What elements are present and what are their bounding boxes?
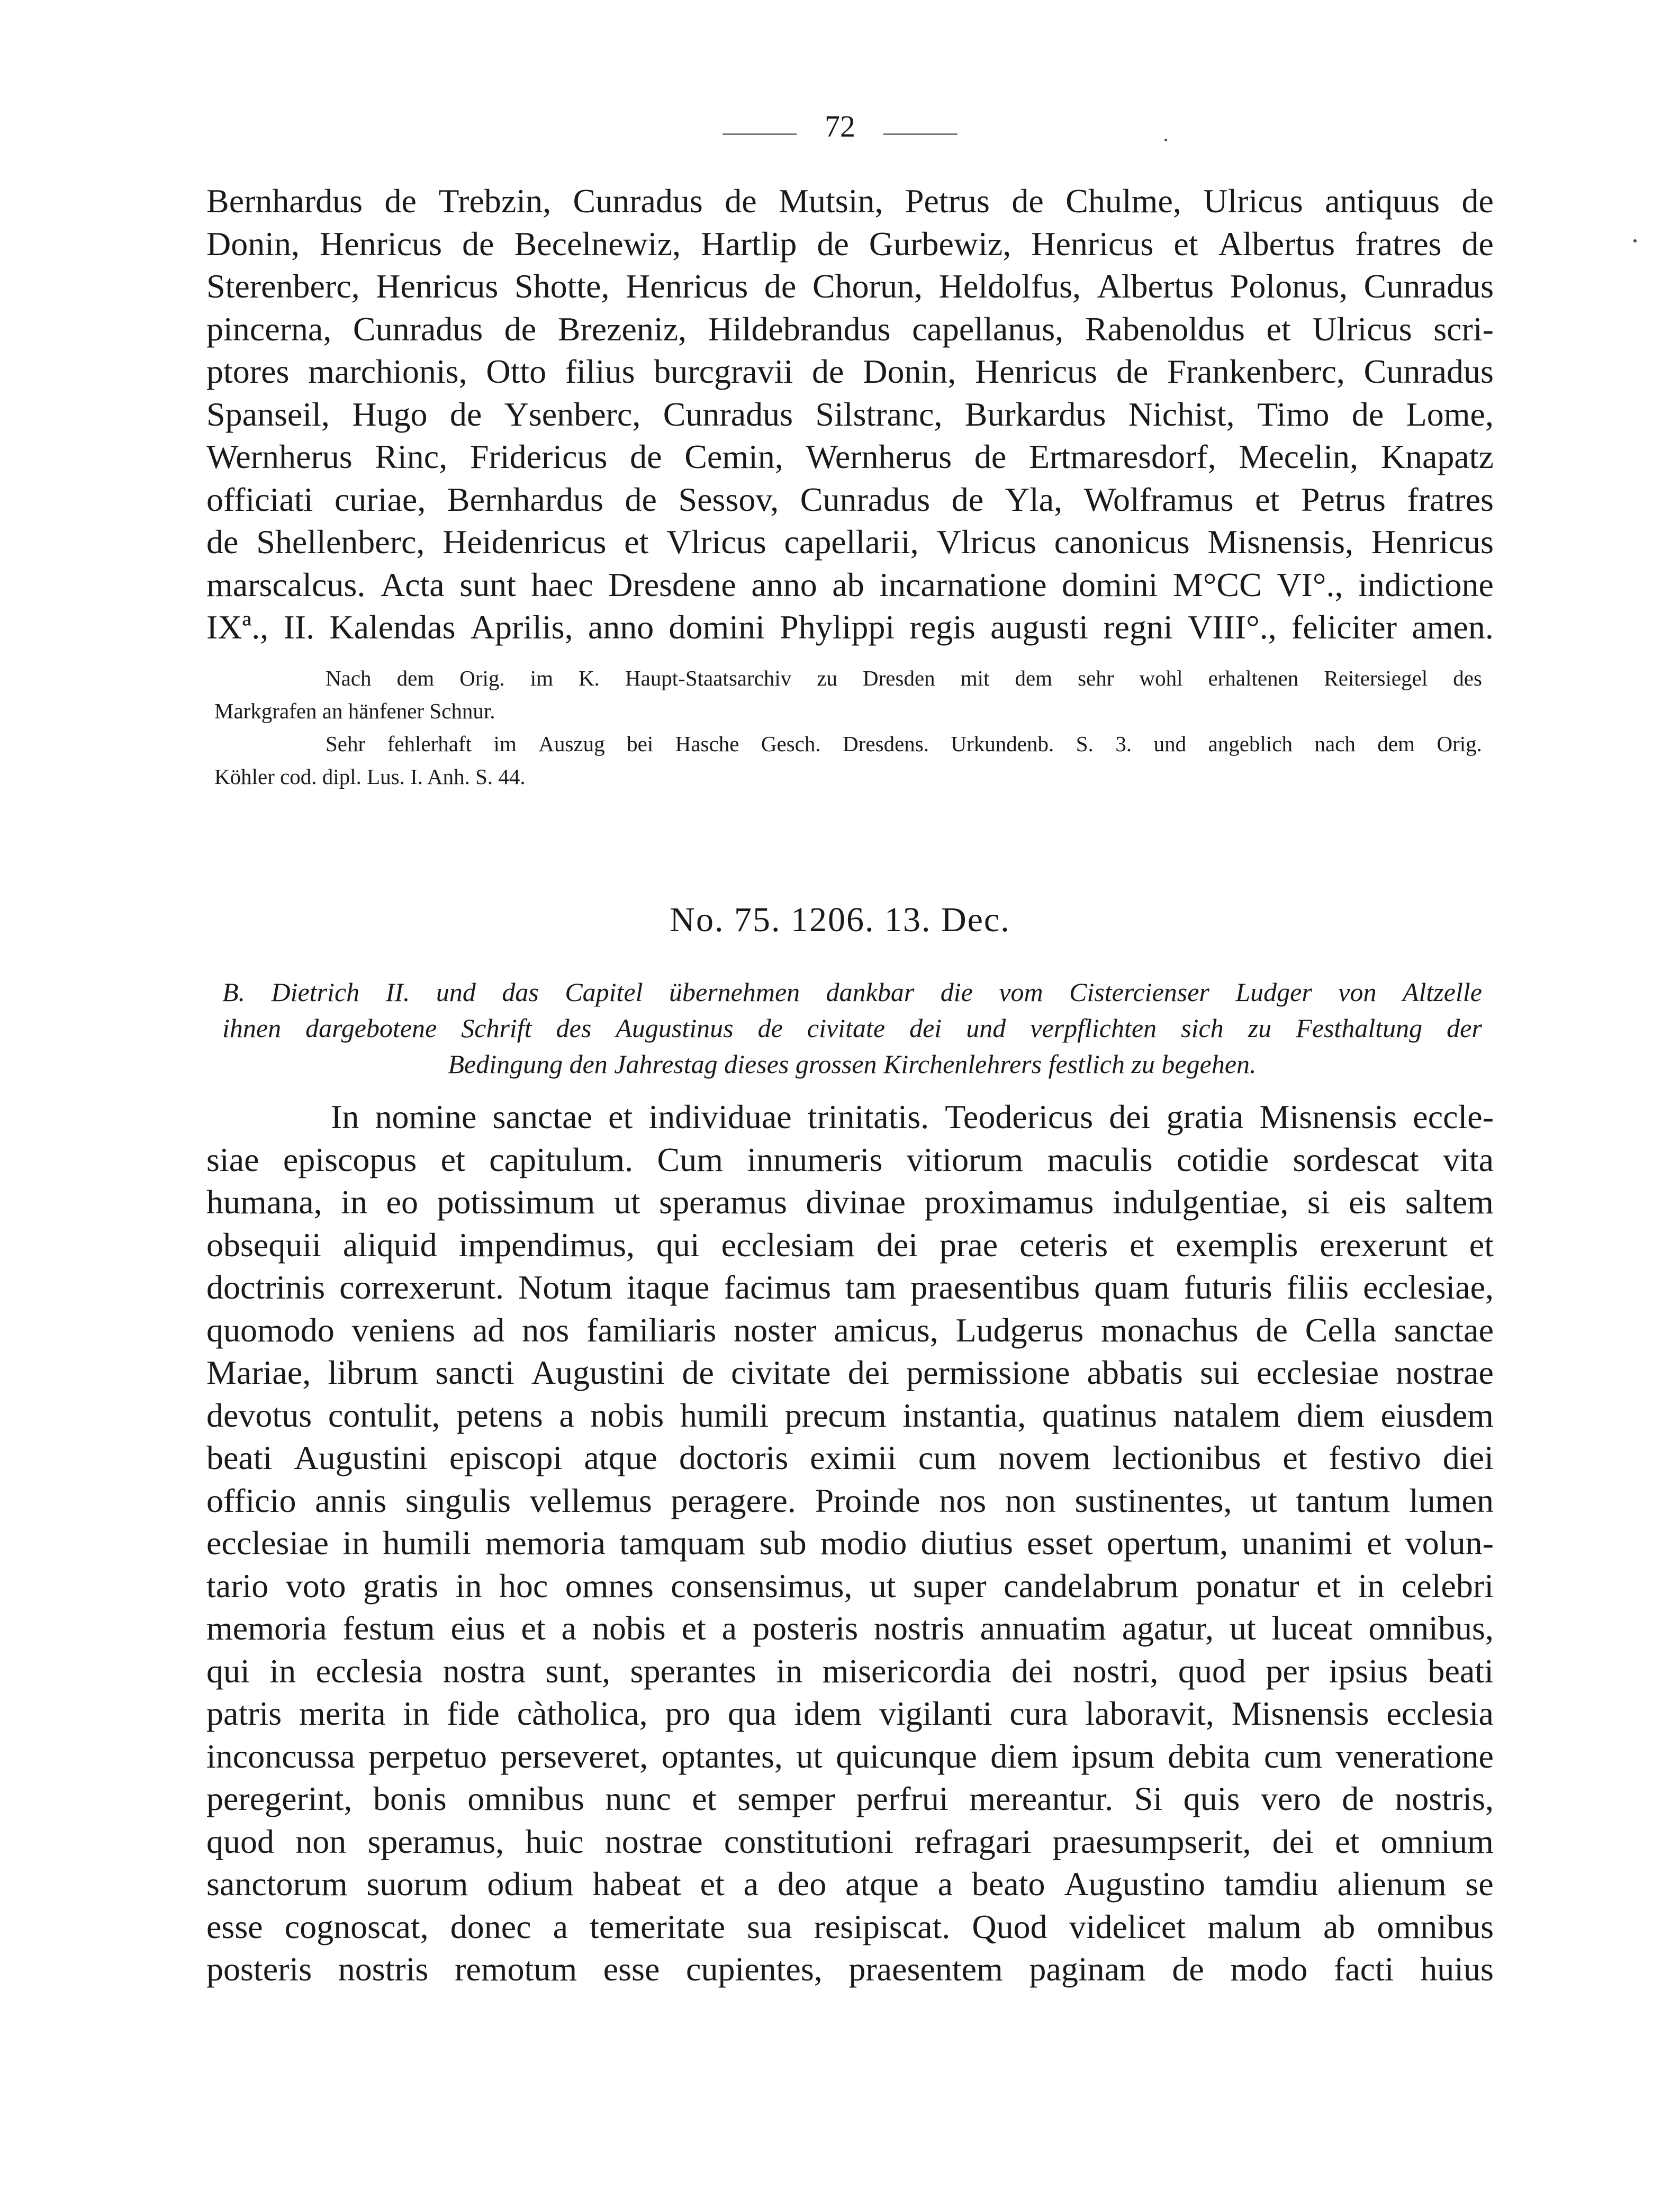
notes-line: Nach dem Orig. im K. Haupt-Staatsarchiv zu Dresden mit dem sehr wohl erhaltenen Reitersiegel des	[326, 666, 1482, 690]
top-paragraph-line: IXª., II. Kalendas Aprilis, anno domini Phylippi regis augusti regni VIII°., feliciter amen.	[206, 608, 1494, 646]
summary-line: ihnen dargebotene Schrift des Augustinus de civitate dei und verpflichten sich zu Festhaltung der	[222, 1013, 1482, 1043]
main-paragraph-line: qui in ecclesia nostra sunt, sperantes in misericordia dei nostri, quod per ipsius beati	[206, 1652, 1494, 1690]
margin-mark	[1633, 239, 1637, 242]
page-header	[0, 109, 1680, 144]
summary-line: B. Dietrich II. und das Capitel übernehmen dankbar die vom Cistercienser Ludger von Altzelle	[222, 977, 1482, 1007]
main-paragraph-line: obsequii aliquid impendimus, qui ecclesiam dei prae ceteris et exemplis erexerunt et	[206, 1226, 1494, 1264]
top-paragraph-line: Sterenberc, Henricus Shotte, Henricus de Chorun, Heldolfus, Albertus Polonus, Cunradus	[206, 267, 1494, 305]
summary-line: Bedingung den Jahrestag dieses grossen Kirchenlehrers festlich zu begehen.	[448, 1049, 1257, 1079]
top-paragraph-line: Wernherus Rinc, Fridericus de Cemin, Wernherus de Ertmaresdorf, Mecelin, Knapatz	[206, 438, 1494, 475]
main-paragraph-line: doctrinis correxerunt. Notum itaque facimus tam praesentibus quam futuris filiis ecclesiae,	[206, 1268, 1494, 1306]
notes-line: Köhler cod. dipl. Lus. I. Anh. S. 44.	[214, 764, 526, 789]
main-paragraph	[206, 1096, 1494, 1991]
continued-paragraph	[206, 180, 1494, 649]
main-paragraph-line: Mariae, librum sancti Augustini de civitate dei permissione abbatis sui ecclesiae nostrae	[206, 1354, 1494, 1391]
main-paragraph-line: devotus contulit, petens a nobis humili precum instantia, quatinus natalem diem eiusdem	[206, 1396, 1494, 1434]
main-paragraph-line: beati Augustini episcopi atque doctoris eximii cum novem lectionibus et festivo diei	[206, 1439, 1494, 1476]
main-paragraph-line: quomodo veniens ad nos familiaris noster amicus, Ludgerus monachus de Cella sanctae	[206, 1311, 1494, 1349]
document-heading: No. 75. 1206. 13. Dec.	[670, 900, 1010, 939]
top-paragraph-line: ptores marchionis, Otto filius burcgravii de Donin, Henricus de Frankenberc, Cunradus	[206, 353, 1494, 390]
main-paragraph-line: peregerint, bonis omnibus nunc et semper perfrui mereantur. Si quis vero de nostris,	[206, 1780, 1494, 1817]
main-paragraph-line: esse cognoscat, donec a temeritate sua resipiscat. Quod videlicet malum ab omnibus	[206, 1907, 1494, 1945]
main-paragraph-line: quod non speramus, huic nostrae constitutioni refragari praesumpserit, dei et omnium	[206, 1822, 1494, 1860]
page-number: 72	[825, 109, 855, 143]
top-paragraph-line: officiati curiae, Bernhardus de Sessov, Cunradus de Yla, Wolframus et Petrus fratres	[206, 480, 1494, 518]
main-paragraph-line: officio annis singulis vellemus peragere. Proinde nos non sustinentes, ut tantum lumen	[206, 1481, 1494, 1519]
top-paragraph-line: Donin, Henricus de Becelnewiz, Hartlip de Gurbewiz, Henricus et Albertus fratres de	[206, 224, 1494, 263]
margin-mark	[1164, 139, 1167, 141]
notes-line: Markgrafen an hänfener Schnur.	[214, 699, 495, 723]
main-paragraph-line: posteris nostris remotum esse cupientes, praesentem paginam de modo facti huius	[206, 1950, 1494, 1988]
main-paragraph-line: sanctorum suorum odium habeat et a deo atque a beato Augustino tamdiu alienum se	[206, 1865, 1494, 1903]
top-paragraph-line: de Shellenberc, Heidenricus et Vlricus capellarii, Vlricus canonicus Misnensis, Henricus	[206, 523, 1494, 561]
main-paragraph-line: tario voto gratis in hoc omnes consensimus, ut super candelabrum ponatur et in celebri	[206, 1566, 1494, 1605]
notes-line: Sehr fehlerhaft im Auszug bei Hasche Gesch. Dresdens. Urkundenb. S. 3. und angeblich nach dem Orig.	[326, 732, 1482, 756]
source-notes	[214, 662, 1482, 793]
main-paragraph-line: ecclesiae in humili memoria tamquam sub modio diutius esset opertum, unanimi et volun-	[206, 1524, 1494, 1562]
header-rule-left	[722, 133, 797, 135]
main-paragraph-line: memoria festum eius et a nobis et a posteris nostris annuatim agatur, ut luceat omnibus,	[206, 1609, 1494, 1647]
main-paragraph-line: patris merita in fide càtholica, pro qua idem vigilanti cura laboravit, Misnensis ecclesia	[206, 1695, 1494, 1732]
main-paragraph-line: inconcussa perpetuo perseveret, optantes, ut quicunque diem ipsum debita cum veneratione	[206, 1737, 1494, 1775]
header-rule-right	[883, 133, 958, 135]
top-paragraph-line: marscalcus. Acta sunt haec Dresdene anno ab incarnatione domini M°CC VI°., indictione	[206, 565, 1494, 603]
top-paragraph-line: pincerna, Cunradus de Brezeniz, Hildebrandus capellanus, Rabenoldus et Ulricus scri-	[206, 310, 1494, 348]
top-paragraph-line: Bernhardus de Trebzin, Cunradus de Mutsin, Petrus de Chulme, Ulricus antiquus de	[206, 182, 1494, 220]
main-paragraph-line: siae episcopus et capitulum. Cum innumeris vitiorum maculis cotidie sordescat vita	[206, 1140, 1494, 1178]
main-paragraph-line: In nomine sanctae et individuae trinitatis. Teodericus dei gratia Misnensis eccle-	[331, 1098, 1494, 1136]
document-summary	[222, 974, 1482, 1082]
main-paragraph-line: humana, in eo potissimum ut speramus divinae proximamus indulgentiae, si eis saltem	[206, 1183, 1494, 1221]
top-paragraph-line: Spanseil, Hugo de Ysenberc, Cunradus Silstranc, Burkardus Nichist, Timo de Lome,	[206, 395, 1494, 433]
